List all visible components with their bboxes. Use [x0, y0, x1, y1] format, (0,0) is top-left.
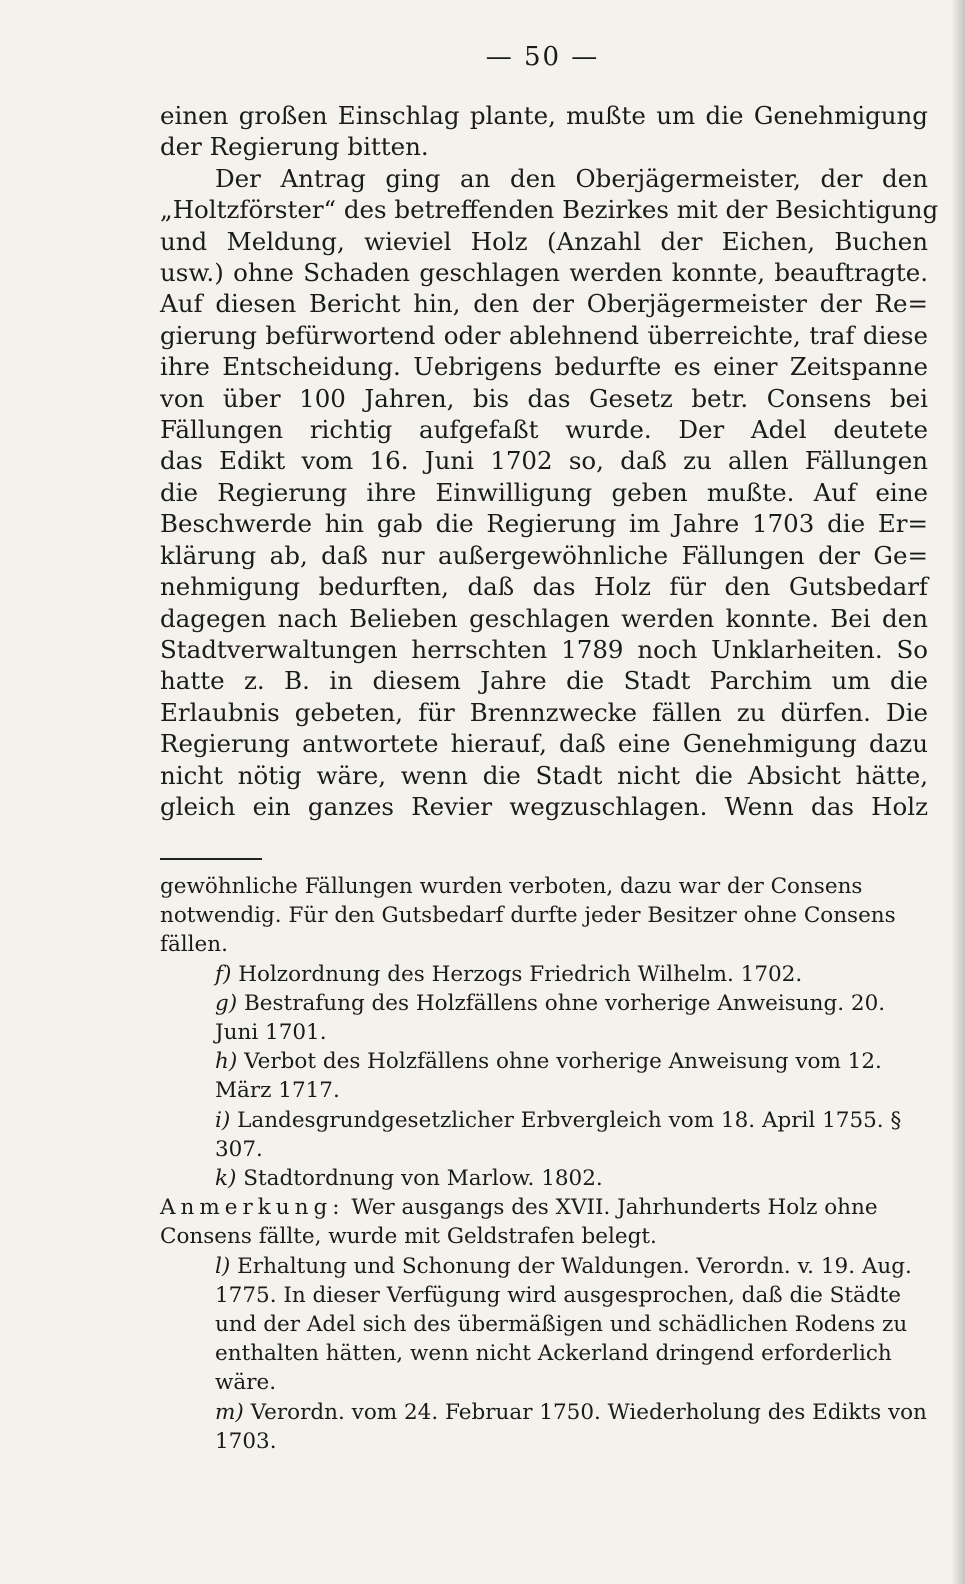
footnote-marker: k) — [215, 1166, 237, 1192]
text-line: Beschwerde hin gab die Regierung im Jahre 1703 die Er= — [160, 509, 928, 539]
text-line: „Holtzförster“ des betreffenden Bezirkes mit der Besichtigung — [160, 195, 939, 225]
scan-edge-shadow — [951, 0, 965, 1584]
footnote-text: Erhaltung und Schonung der Waldungen. Verordn. v. 19. Aug. 1775. In dieser Verfügung wird ausgesprochen, daß die Städte und der Adel sich des übermäßigen und schädlichen Rodens zu enthalten hätten, wenn nicht Ackerland dringend erforderlich wäre. — [215, 1253, 912, 1396]
footnote-h — [160, 1047, 928, 1105]
footnotes-block — [160, 872, 928, 1456]
text-line: dagegen nach Belieben geschlagen werden konnte. Bei den — [160, 603, 928, 633]
footnote-text: Bestrafung des Holzfällens ohne vorherige Anweisung. 20. Juni 1701. — [215, 990, 886, 1046]
footnote-text: Verbot des Holzfällens ohne vorherige Anweisung vom 12. März 1717. — [215, 1049, 882, 1104]
footnote-marker: g) — [215, 990, 238, 1016]
text-line: Erlaubnis gebeten, für Brennzwecke fällen zu dürfen. Die — [160, 697, 928, 727]
text-line: Fällungen richtig aufgefaßt wurde. Der Adel deutete — [160, 415, 928, 445]
footnote-continuation: gewöhnliche Fällungen wurden verboten, dazu war der Consens notwendig. Für den Gutsbedarf durfte jeder Besitzer ohne Consens fällen. — [160, 874, 896, 958]
main-text-block — [160, 100, 939, 822]
text-line: von über 100 Jahren, bis das Gesetz betr. Consens bei — [160, 383, 928, 413]
footnote-divider — [160, 858, 262, 860]
footnote-marker: h) — [215, 1049, 238, 1075]
footnote-text: Verordn. vom 24. Februar 1750. Wiederholung des Edikts von 1703. — [215, 1399, 927, 1454]
text-line: usw.) ohne Schaden geschlagen werden konnte, beauftragte. — [160, 258, 928, 288]
footnote-marker: l) — [215, 1253, 231, 1279]
anmerkung-text: Wer ausgangs des XVII. Jahrhunderts Holz ohne Consens fällte, wurde mit Geldstrafen belegt. — [160, 1195, 878, 1250]
footnote-f — [160, 960, 928, 989]
footnote-marker: i) — [215, 1107, 231, 1133]
text-line: hatte z. B. in diesem Jahre die Stadt Parchim um die — [160, 666, 928, 696]
text-line: Der Antrag ging an den Oberjägermeister, der den — [215, 163, 928, 193]
footnote-text: Stadtordnung von Marlow. 1802. — [243, 1166, 603, 1192]
text-line: gleich ein ganzes Revier wegzuschlagen. Wenn das Holz — [160, 791, 928, 821]
footnote-text: Landesgrundgesetzlicher Erbvergleich vom 18. April 1755. § 307. — [215, 1107, 902, 1162]
footnote-i — [160, 1106, 928, 1164]
text-line: das Edikt vom 16. Juni 1702 so, daß zu allen Fällungen — [160, 446, 928, 476]
text-line: gierung befürwortend oder ablehnend überreichte, traf diese — [160, 320, 928, 350]
text-line: Stadtverwaltungen herrschten 1789 noch Unklarheiten. So — [160, 634, 928, 664]
footnote-l — [160, 1252, 928, 1398]
text-line: ihre Entscheidung. Uebrigens bedurfte es einer Zeitspanne — [160, 352, 928, 382]
page-number: — 50 — — [485, 42, 600, 72]
text-line: nicht nötig wäre, wenn die Stadt nicht die Absicht hätte, — [160, 760, 928, 790]
anmerkung-label: Anmerkung: — [160, 1195, 345, 1221]
footnote-anmerkung — [160, 1193, 928, 1251]
text-line: Auf diesen Bericht hin, den der Oberjägermeister der Re= — [160, 289, 928, 319]
footnote-marker: m) — [215, 1399, 244, 1425]
footnote-g — [160, 989, 928, 1047]
text-line: die Regierung ihre Einwilligung geben mußte. Auf eine — [160, 477, 928, 507]
text-line: der Regierung bitten. — [160, 132, 429, 162]
footnote-k — [160, 1164, 928, 1193]
text-line: einen großen Einschlag plante, mußte um die Genehmigung — [160, 101, 928, 130]
footnote-text: Holzordnung des Herzogs Friedrich Wilhelm. 1702. — [238, 961, 803, 987]
text-line: Regierung antwortete hierauf, daß eine Genehmigung dazu — [160, 729, 928, 759]
text-line: nehmigung bedurften, daß das Holz für den Gutsbedarf — [160, 572, 928, 602]
footnote-m — [160, 1398, 928, 1456]
text-line: und Meldung, wieviel Holz (Anzahl der Eichen, Buchen — [160, 226, 928, 256]
text-line: klärung ab, daß nur außergewöhnliche Fällungen der Ge= — [160, 540, 928, 570]
footnote-marker: f) — [215, 961, 232, 987]
